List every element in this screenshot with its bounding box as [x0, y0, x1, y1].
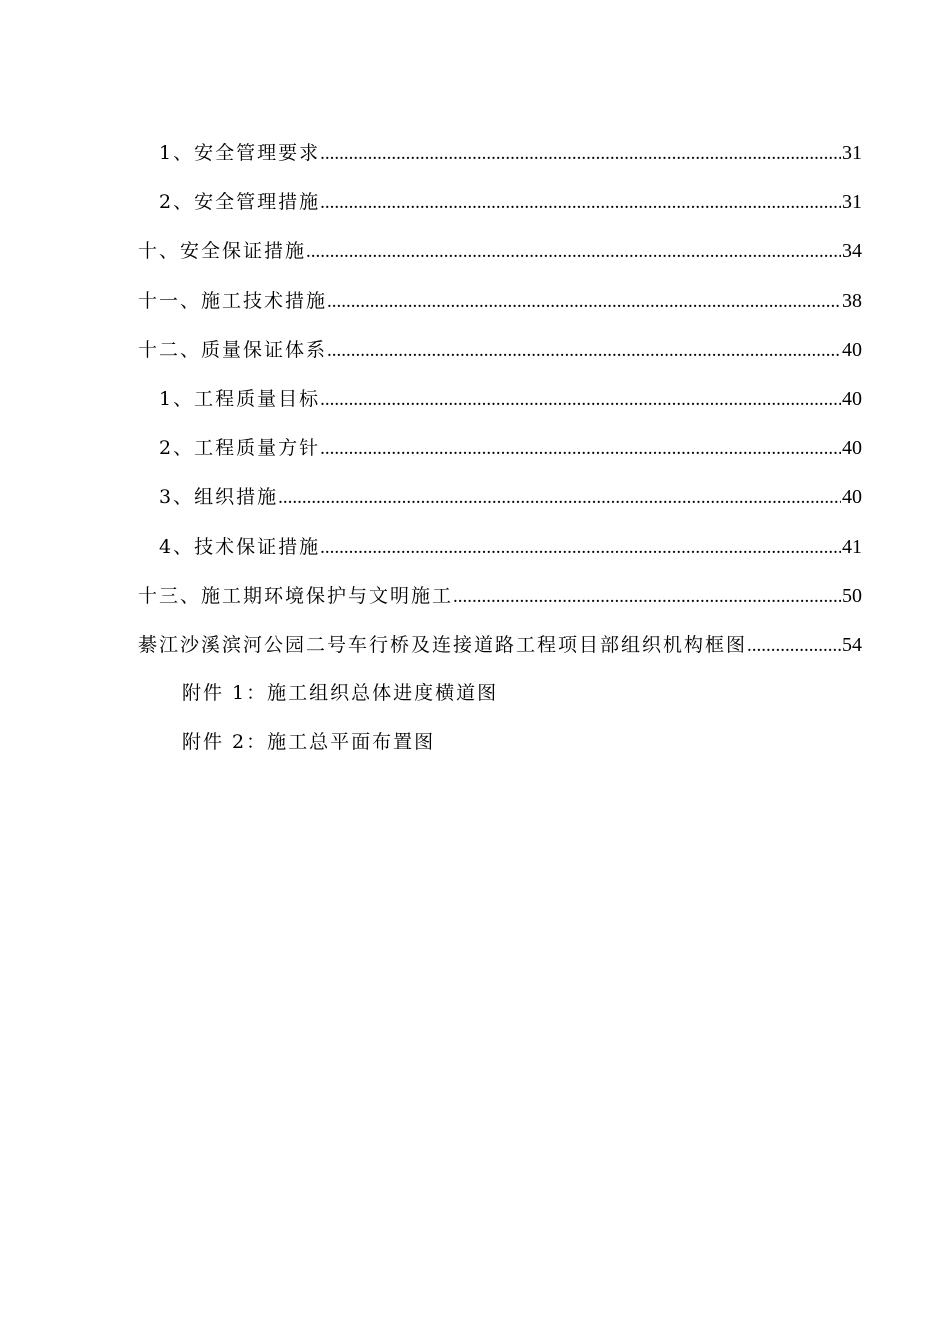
- toc-dot-leader: [320, 389, 841, 411]
- toc-entry-page: 38: [842, 289, 862, 312]
- attachments-list: [182, 678, 498, 776]
- attachment-item: 附件 2：施工总平面布置图: [182, 731, 436, 754]
- toc-entry-page: 40: [842, 387, 862, 410]
- attachment-item: 附件 1：施工组织总体进度横道图: [182, 682, 499, 704]
- toc-entry-title: 十三、施工期环境保护与文明施工: [138, 584, 454, 607]
- toc-entry-title: 2、工程质量方针: [159, 437, 321, 460]
- toc-entry[interactable]: [138, 384, 862, 433]
- toc-dot-leader: [306, 241, 841, 263]
- toc-entry-title: 十、安全保证措施: [138, 240, 307, 263]
- toc-entry[interactable]: [138, 581, 862, 630]
- toc-entry-title: 3、组织措施: [159, 486, 279, 509]
- table-of-contents: [138, 138, 862, 679]
- toc-entry[interactable]: [138, 236, 862, 285]
- toc-dot-leader: [320, 143, 841, 165]
- toc-entry-title: 十二、质量保证体系: [138, 338, 328, 361]
- toc-entry-page: 34: [842, 240, 862, 263]
- toc-entry[interactable]: [138, 286, 862, 335]
- toc-entry-page: 40: [842, 437, 862, 460]
- toc-entry-title: 十一、施工技术措施: [138, 289, 328, 312]
- toc-dot-leader: [320, 438, 841, 460]
- toc-entry[interactable]: [138, 532, 862, 581]
- toc-dot-leader: [747, 635, 841, 657]
- toc-entry-page: 31: [842, 191, 862, 214]
- toc-dot-leader: [320, 537, 841, 559]
- toc-dot-leader: [327, 291, 841, 313]
- toc-entry-page: 41: [842, 535, 862, 558]
- toc-entry-page: 50: [842, 584, 862, 607]
- toc-entry-page: 54: [842, 633, 862, 656]
- toc-entry[interactable]: [138, 433, 862, 482]
- toc-entry-page: 40: [842, 486, 862, 509]
- toc-entry-title: 綦江沙溪滨河公园二号车行桥及连接道路工程项目部组织机构框图: [138, 633, 748, 656]
- toc-entry[interactable]: [138, 187, 862, 236]
- toc-dot-leader: [278, 487, 841, 509]
- toc-entry-title: 4、技术保证措施: [159, 535, 321, 558]
- toc-entry[interactable]: [138, 482, 862, 531]
- toc-entry-title: 2、安全管理措施: [159, 191, 321, 214]
- toc-entry-title: 1、安全管理要求: [159, 142, 321, 164]
- toc-dot-leader: [320, 192, 841, 214]
- toc-entry[interactable]: [138, 138, 862, 187]
- toc-dot-leader: [453, 586, 841, 608]
- toc-entry[interactable]: [138, 630, 862, 679]
- toc-entry[interactable]: [138, 335, 862, 384]
- toc-entry-page: 31: [842, 142, 862, 164]
- toc-entry-page: 40: [842, 338, 862, 361]
- toc-dot-leader: [327, 340, 841, 362]
- toc-entry-title: 1、工程质量目标: [159, 387, 321, 410]
